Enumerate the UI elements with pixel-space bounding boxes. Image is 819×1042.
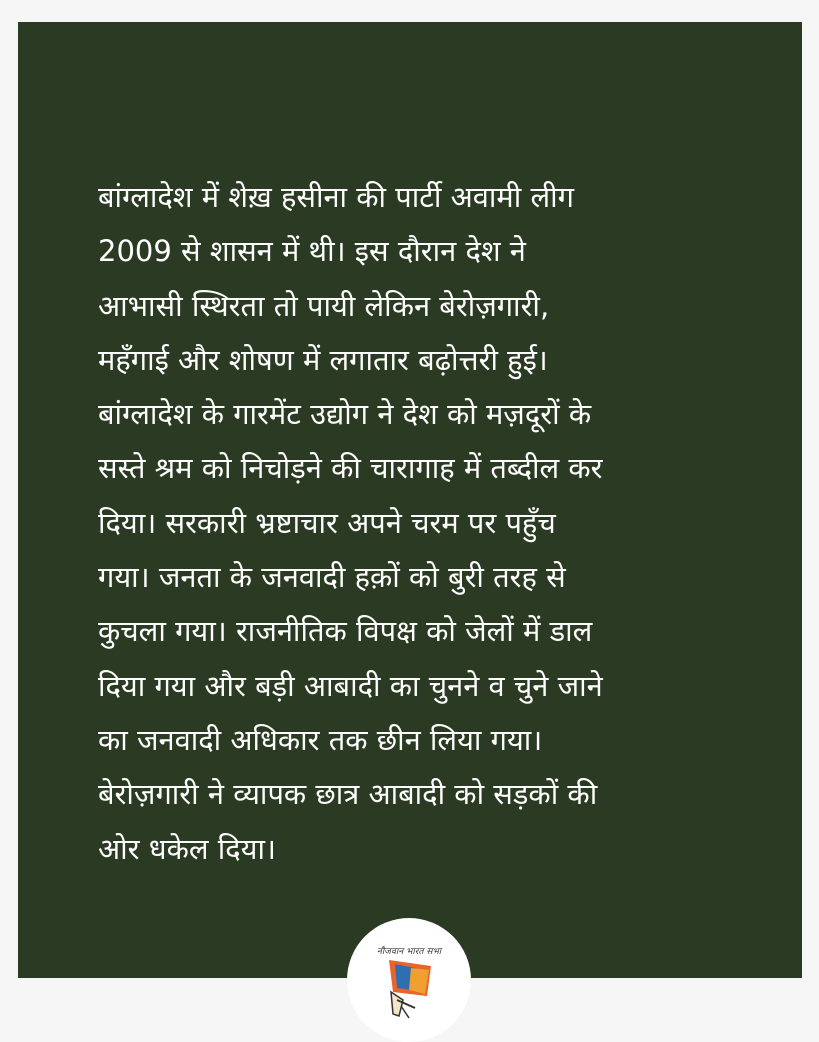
- text-line: महँगाई और शोषण में लगातार बढ़ोत्तरी हुई।: [98, 342, 548, 377]
- text-line: गया। जनता के जनवादी हक़ों को बुरी तरह से: [98, 560, 566, 595]
- flag-logo-icon: [381, 956, 437, 1020]
- text-line: बांग्लादेश के गारमेंट उद्योग ने देश को मज़दूरों के: [98, 397, 592, 432]
- article-text: [98, 170, 748, 876]
- text-line: दिया। सरकारी भ्रष्टाचार अपने चरम पर पहुँच: [98, 505, 556, 540]
- logo-text: नौजवान भारत सभा: [376, 947, 442, 957]
- text-line: सस्ते श्रम को निचोड़ने की चारागाह में तब्दील कर: [98, 451, 603, 486]
- text-line: ओर धकेल दिया।: [98, 831, 276, 866]
- logo-badge: [347, 918, 471, 1042]
- text-line: आभासी स्थिरता तो पायी लेकिन बेरोज़गारी,: [98, 288, 550, 323]
- text-line: कुचला गया। राजनीतिक विपक्ष को जेलों में डाल: [98, 614, 593, 649]
- text-line: बांग्लादेश में शेख़ हसीना की पार्टी अवामी लीग: [98, 180, 574, 214]
- content-card: [18, 22, 802, 978]
- text-line: दिया गया और बड़ी आबादी का चुनने व चुने जाने: [98, 668, 603, 703]
- text-line: का जनवादी अधिकार तक छीन लिया गया।: [98, 722, 543, 757]
- text-line: बेरोज़गारी ने व्यापक छात्र आबादी को सड़कों की: [98, 777, 598, 812]
- text-line: 2009 से शासन में थी। इस दौरान देश ने: [98, 234, 526, 269]
